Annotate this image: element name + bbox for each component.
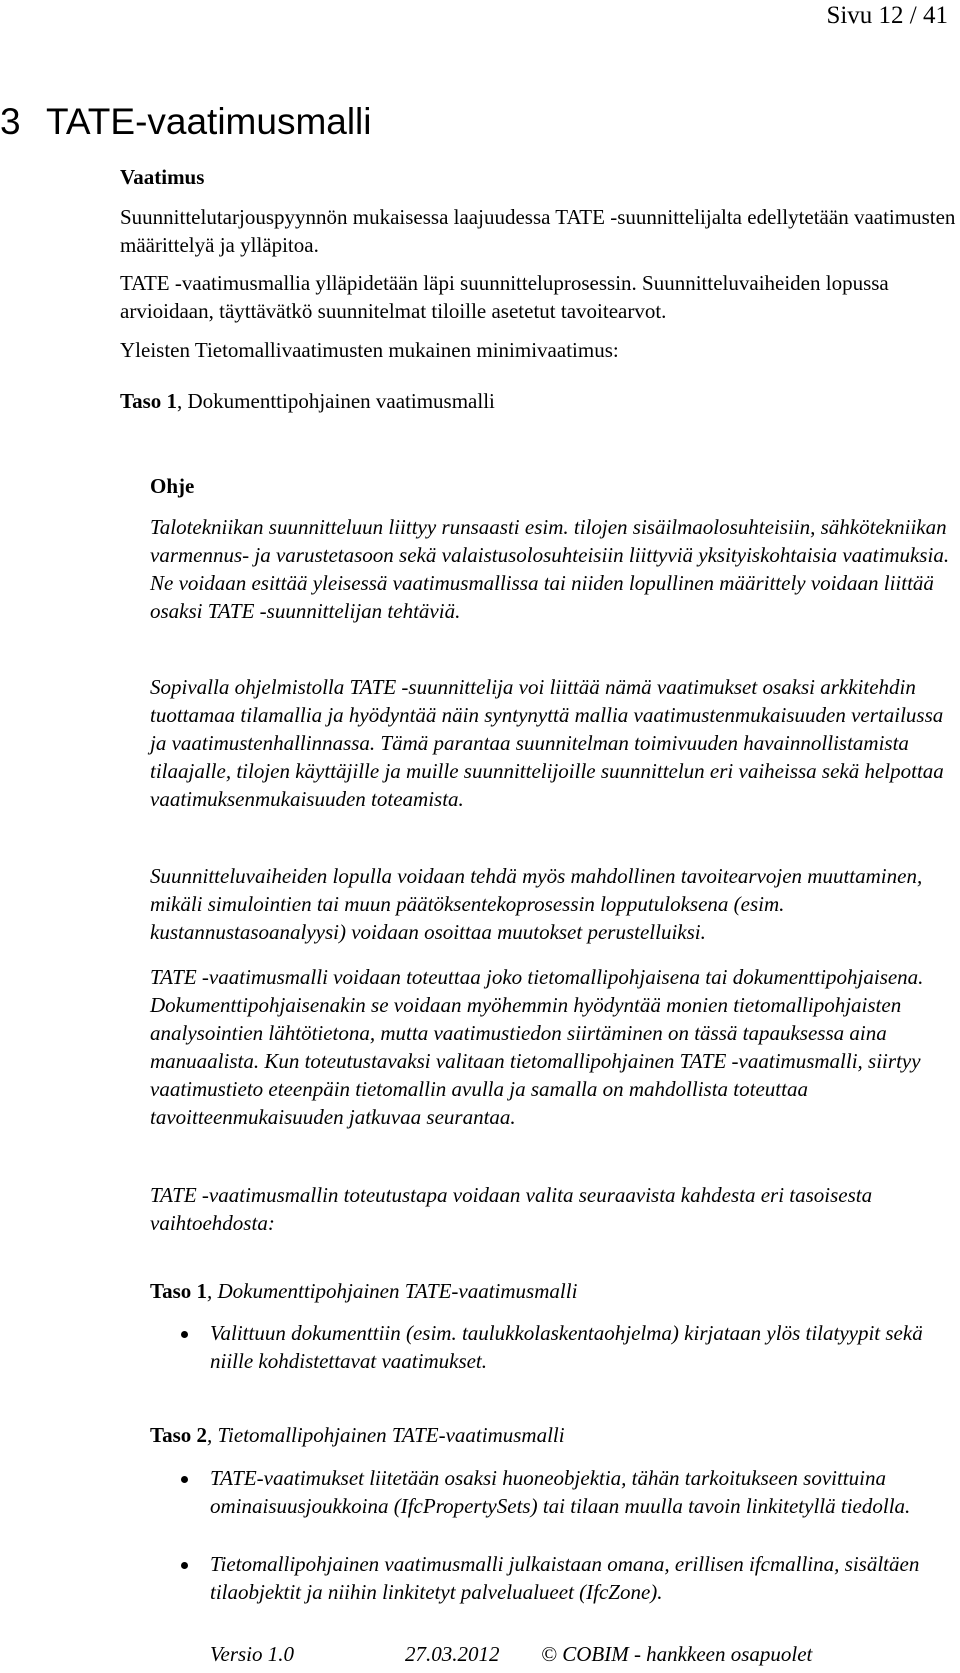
list-item: Tietomallipohjainen vaatimusmalli julkaistaan omana, erillisen ifcmallina, sisältäen tilaobjektit ja niihin linkitetyt palvelualueet (IfcZone).: [210, 1552, 920, 1604]
level-label: Taso 1: [150, 1279, 208, 1303]
requirement-paragraph: Suunnittelutarjouspyynnön mukaisessa laajuudessa TATE -suunnittelijalta edellytetään vaatimusten määrittelyä ja ylläpitoa.: [120, 205, 956, 257]
footer-date: 27.03.2012: [405, 1642, 500, 1666]
requirement-level: [120, 387, 960, 415]
footer-version: Versio 1.0: [210, 1642, 294, 1666]
guidance-paragraph: Sopivalla ohjelmistolla TATE -suunnittelija voi liittää nämä vaatimukset osaksi arkkitehdin tuottamaa tilamallia ja hyödyntää näin syntynyttä mallia vaatimustenmukaisuuden vertailussa ja vaatimustenhallinnassa. Tämä parantaa suunnitelman toimivuuden havainnollistamista tilaajalle, tilojen käyttäjille ja muille suunnittelijoille suunnittelun eri vaiheissa sekä helpottaa vaatimuksenmukaisuuden toteamista.: [150, 675, 944, 811]
guidance-paragraph: Suunnitteluvaiheiden lopulla voidaan tehdä myös mahdollinen tavoitearvojen muuttaminen, mikäli simulointien tai muun päätöksentekoprosessin lopputuloksena (esim. kustannustasoanalyysi) voidaan osoittaa muutokset perustelluiksi.: [150, 864, 923, 944]
guidance-level-2: [150, 1421, 960, 1449]
page-number: Sivu 12 / 41: [826, 2, 948, 29]
level-text: , Tietomallipohjainen TATE-vaatimusmalli: [207, 1423, 565, 1447]
level-label: Taso 2: [150, 1423, 208, 1447]
requirement-paragraph: Yleisten Tietomallivaatimusten mukainen minimivaatimus:: [120, 338, 619, 362]
bullet-icon: [181, 1476, 188, 1483]
requirement-level-label: Taso 1: [120, 389, 178, 413]
guidance-paragraph: TATE -vaatimusmalli voidaan toteuttaa joko tietomallipohjaisena tai dokumenttipohjaisena. Dokumenttipohjaisenakin se voidaan myöhemmin hyödyntää monien tietomallipohjaisten analysointien lähtötietona, mutta vaatimustiedon siirtäminen on tässä tapauksessa aina manuaalista. Kun toteutustavaksi valitaan tietomallipohjainen TATE -vaatimusmalli, siirtyy vaatimustieto eteenpäin tietomallin avulla ja samalla on mahdollista toteuttaa tavoitteenmukaisuuden jatkuvaa seurantaa.: [150, 965, 924, 1129]
requirement-paragraph: TATE -vaatimusmallia ylläpidetään läpi suunnitteluprosessin. Suunnitteluvaiheiden lopussa arvioidaan, täyttävätkö suunnitelmat tiloille asetetut tavoitearvot.: [120, 271, 889, 323]
guidance-level-1: [150, 1277, 960, 1305]
page-footer: [210, 1640, 812, 1668]
bullet-icon: [181, 1562, 188, 1569]
requirement-level-text: , Dokumenttipohjainen vaatimusmalli: [177, 389, 495, 413]
list-item: Valittuun dokumenttiin (esim. taulukkolaskentaohjelma) kirjataan ylös tilatyypit sekä niille kohdistettavat vaatimukset.: [210, 1321, 923, 1373]
guidance-paragraph: TATE -vaatimusmallin toteutustapa voidaan valita seuraavista kahdesta eri tasoisesta vaihtoehdosta:: [150, 1183, 873, 1235]
chapter-title-text: TATE-vaatimusmalli: [46, 101, 372, 142]
bullet-icon: [181, 1331, 188, 1338]
guidance-paragraph: Talotekniikan suunnitteluun liittyy runsaasti esim. tilojen sisäilmaolosuhteisiin, sähkötekniikan varmennus- ja varustetasoon sekä valaistusolosuhteisiin liittyviä yksityiskohtaisia vaatimuksia. Ne voidaan esittää yleisessä vaatimusmallissa tai niiden lopullinen määrittely voidaan liittää osaksi TATE -suunnittelijan tehtäviä.: [150, 515, 950, 623]
guidance-heading: Ohje: [150, 474, 195, 498]
requirement-heading: Vaatimus: [120, 165, 205, 189]
footer-copyright: © COBIM - hankkeen osapuolet: [541, 1642, 813, 1666]
chapter-number: 3: [0, 101, 21, 142]
list-item: TATE-vaatimukset liitetään osaksi huoneobjektia, tähän tarkoitukseen sovittuina ominaisuusjoukkoina (IfcPropertySets) tai tilaan muulla tavoin linkitetyllä tiedolla.: [210, 1466, 911, 1518]
chapter-title: [0, 101, 372, 143]
level-text: , Dokumenttipohjainen TATE-vaatimusmalli: [207, 1279, 578, 1303]
